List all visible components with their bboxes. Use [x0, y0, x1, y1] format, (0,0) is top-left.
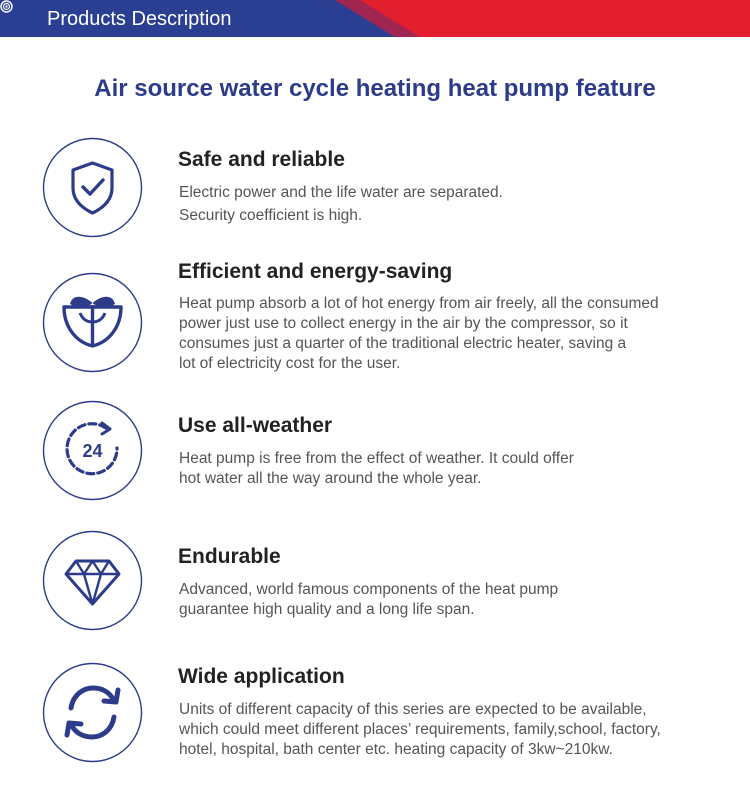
description-line: Heat pump absorb a lot of hot energy from air freely, all the consumed	[179, 295, 659, 312]
description-line: guarantee high quality and a long life span.	[179, 601, 475, 618]
description-line: consumes just a quarter of the traditional electric heater, saving a	[179, 335, 627, 352]
description-line: lot of electricity cost for the user.	[179, 355, 401, 372]
feature-title: Efficient and energy-saving	[178, 260, 453, 283]
description-line: hotel, hospital, bath center etc. heating capacity of 3kw~210kw.	[179, 741, 613, 758]
shield-check-icon	[42, 137, 143, 238]
description-line: which could meet different places’ requirements, family,school, factory,	[179, 721, 661, 738]
feature-description	[179, 700, 739, 760]
feature-description	[179, 449, 739, 489]
target-icon	[0, 0, 13, 13]
description-line: Heat pump is free from the effect of weather. It could offer	[179, 450, 574, 467]
description-line: hot water all the way around the whole year.	[179, 470, 482, 487]
description-line: Security coefficient is high.	[179, 207, 363, 224]
feature-title: Safe and reliable	[178, 148, 345, 171]
feature-title: Endurable	[178, 545, 281, 568]
description-line: Advanced, world famous components of the heat pump	[179, 581, 559, 598]
refresh-arrows-icon	[42, 662, 143, 763]
diamond-icon	[42, 530, 143, 631]
page-title: Air source water cycle heating heat pump feature	[94, 75, 656, 102]
feature-title: Use all-weather	[178, 414, 333, 437]
leaf-sprout-icon	[42, 272, 143, 373]
feature-description	[179, 294, 739, 374]
header-banner	[0, 0, 750, 37]
feature-title: Wide application	[178, 665, 345, 688]
feature-description	[179, 183, 739, 226]
icon-label: 24	[82, 441, 103, 461]
description-line: Electric power and the life water are separated.	[179, 184, 503, 201]
description-line: power just use to collect energy in the air by the compressor, so it	[179, 315, 628, 332]
clock-24-icon	[42, 400, 143, 501]
section-title: Products Description	[47, 8, 232, 30]
feature-description	[179, 580, 739, 620]
description-line: Units of different capacity of this series are expected to be available,	[179, 701, 647, 718]
